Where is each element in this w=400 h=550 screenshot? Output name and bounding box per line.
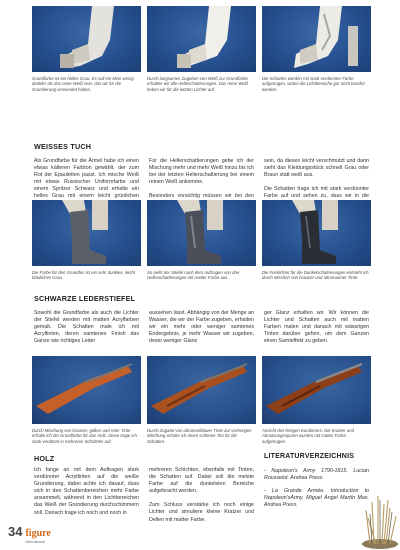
- text-column: [149, 310, 254, 345]
- paragraph: Die Schatten trage ich mit stark verdünnter Farbe auf und sehen zu, dass wir in die: [264, 186, 369, 200]
- photo-cell: [32, 200, 141, 281]
- photo-cell: [147, 200, 256, 281]
- sleeve-photo-3: [262, 6, 371, 72]
- grass-tuft-decoration: [358, 488, 400, 550]
- section-title-white-cloth: WEISSES TUCH: [34, 142, 92, 151]
- paragraph: Als Grundfarbe für die Ärmel habe ich einen etwas kälteren Farbton gewählt, der zum Rot der Epauletten passt. Ich mische Weiß mit etwas Russischer Uniformfarbe und einem Spritzer Schwarz und erhalte ein helles Grau mit einem leicht grünlichen: [34, 158, 139, 200]
- page-number: 34: [8, 524, 23, 539]
- photo-caption: Durch langsames Zugeben von Weiß zur Grundfarbe erhalten wir alle Helleschattierungen. Das reine Weiß heben wir für die letzten Lichter auf.: [147, 76, 249, 92]
- paragraph: Für die Hellerschattierungen gebe ich der Mischung mehr und mehr Weiß hinzu bis ich bei der letzten Hellerschattierung bei einem reinen Weiß ankomme.: [149, 158, 254, 186]
- photo-caption: Die Feinlichter für die Dunkelschattierungen entsteht ich durch Mischen von brauner und ultramariner Tinte.: [262, 270, 369, 281]
- section-title-wood: HOLZ: [34, 454, 55, 463]
- photo-cell: [262, 356, 371, 444]
- photo-row-sleeves: [32, 6, 372, 92]
- paragraph: mehreren Schichten, ebenfalls mit Tinten, die Schatten auf. Dabei soll die meiste Farbe auf die dunkelsten Bereiche aufgebracht werden.: [149, 467, 254, 495]
- magazine-name: figure: [25, 528, 51, 539]
- photo-caption: Die Schatten werden mit stark verdünnter Farbe aufgetragen, wobei die Lichtbereiche gar nicht berührt werden.: [262, 76, 365, 92]
- text-column: [264, 310, 369, 345]
- paragraph: Zum Schluss verstärke ich noch einige Lichter und simuliere kleine Kratzer und Dellen mit matter Farbe.: [149, 502, 254, 523]
- text-column: [34, 467, 139, 524]
- boot-photo-1: [32, 200, 141, 266]
- photo-cell: [147, 356, 256, 444]
- photo-cell: [147, 6, 256, 92]
- paragraph: Sowohl die Grundfarbe als auch die Lichter der Stiefel werden mit matten Acrylfarben gemalt. Die Schatten male ich mit Acryltinten, deren samtenes Finish das Ganze wie richtiges Leder: [34, 310, 139, 345]
- literature-column: [264, 453, 369, 524]
- photo-caption: Grundfarbe ist ein helles Grau. Es soll ein klein wenig dunkler als das reine Weiß sein, das wir für die Grundierung verwendet haben.: [32, 76, 134, 92]
- photo-row-carbine: [32, 356, 372, 444]
- text-columns-leather-boots: [34, 310, 370, 345]
- paragraph: sein, da dieses leicht verschmutzt und dann sieht das Kleidungsstück schnell Grau oder Braun statt weiß aus.: [264, 158, 369, 179]
- carbine-photo-3: [262, 356, 371, 424]
- text-column: [149, 467, 254, 524]
- paragraph: aussehen lässt. Abhängig von der Menge an Wasser, die wir der Farbe zugeben, erhalten wir ein mehr oder weniger samtenes Endergebnis, je mehr Wasser wir zugeben, desto weniger Glanz: [149, 310, 254, 345]
- literature-entry: - Napoleon's Army 1790-1815. Lucian Rousselot. Andrea Press.: [264, 468, 369, 482]
- page-folio: [8, 524, 51, 547]
- photo-cell: [262, 200, 371, 281]
- photo-cell: [32, 356, 141, 444]
- photo-caption: So sieht der Stiefel nach dem Auftragen von drei Hellerschattierungen mit matter Farbe aus.: [147, 270, 240, 281]
- paragraph: ger Glanz erhalten wir. Wir können die Lichter und Schatten auch mit matten Farben malen und danach mit wässrigen Tinten darüber gehen, um dem Ganzen einen Samteffekt zu geben.: [264, 310, 369, 345]
- photo-row-boots: [32, 200, 372, 281]
- photo-cell: [262, 6, 371, 92]
- text-column: [34, 310, 139, 345]
- sleeve-photo-1: [32, 6, 141, 72]
- carbine-photo-2: [147, 356, 256, 424]
- sleeve-photo-2: [147, 6, 256, 72]
- photo-caption: Durch Zugabe von ultramariblauer Tinte zur vorherigen Mischung erhalte ich einen schönen Ton für die Schatten.: [147, 428, 252, 444]
- paragraph: Ich fange an mit dem Auftragen stark verdünnter Acryltinten auf die weiße Grundierung, dabei achte ich darauf, dass sich in den Schattenbereichen mehr Farbe ansammelt, während in den Lichtbereichen das Weiß der Grundierung durchschimmern soll. Danach trage ich noch und noch in: [34, 467, 139, 516]
- photo-cell: [32, 6, 141, 92]
- boot-photo-2: [147, 200, 256, 266]
- photo-caption: Ansicht des fertigen Karabiners. Die Kratzer und Abnutzungsspuren wurden mit matter Farbe aufgetragen.: [262, 428, 354, 444]
- section-title-leather-boots: SCHWARZE LEDERSTIEFEL: [34, 294, 136, 303]
- literature-heading: LITERATURVERZEICHNIS: [264, 453, 355, 460]
- magazine-logo: [25, 529, 50, 547]
- literature-entry: - La Grande Armée. Introduction to Napoleon'sArmy. Miguel Ángel Martín Mas. Andrea Press.: [264, 488, 369, 509]
- carbine-photo-1: [32, 356, 141, 424]
- magazine-subtitle: International: [25, 540, 45, 544]
- photo-caption: Die Farbe für den Grundton ist ein sehr dunkles, leicht bläuliches Grau.: [32, 270, 135, 281]
- paragraph: Besonders vorsichtig müssen wir bei den: [149, 193, 254, 200]
- boot-photo-3: [262, 200, 371, 266]
- photo-caption: Durch Mischung von brauner, gelber und roter Tinte erhalte ich die Grundfarbe für das Holz. Diese trage ich stark verdünnt in mehreren Schichten auf.: [32, 428, 137, 444]
